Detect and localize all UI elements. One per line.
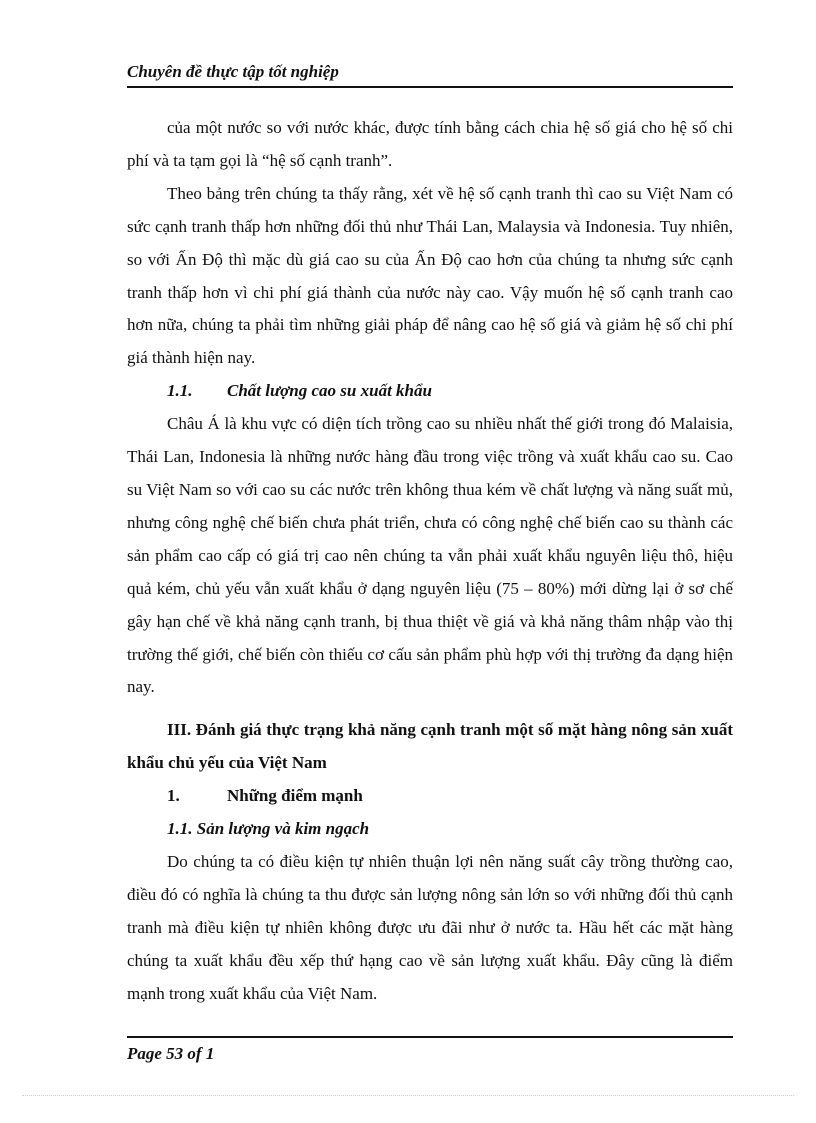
page-number: Page 53 of 1 [127,1044,215,1063]
heading-1-1-output-turnover: 1.1. Sản lượng và kim ngạch [167,819,370,839]
section-heading-iii: III. Đánh giá thực trạng khả năng cạnh tranh một số mặt hàng nông sản xuất khẩu chủ yếu của Việt Nam [127,720,733,773]
page-bottom-edge [22,1095,794,1096]
header-title: Chuyên đề thực tập tốt nghiệp [127,62,339,81]
heading-1-strengths [127,780,733,813]
document-body [127,112,733,1010]
page-footer [127,1036,733,1063]
paragraph-1: của một nước so với nước khác, được tính bằng cách chia hệ số giá cho hệ số chi phí và ta tạm gọi là “hệ số cạnh tranh”. [127,118,733,170]
heading-number: 1.1. [167,381,193,401]
heading-number: 1. [167,786,180,806]
paragraph-4: Do chúng ta có điều kiện tự nhiên thuận lợi nên năng suất cây trồng thường cao, điều đó có nghĩa là chúng ta thu được sản lượng nông sản lớn so với những đối thủ cạnh tranh mà điều kiện tự nhiên không được ưu đãi như ở nước ta. Hầu hết các mặt hàng chúng ta xuất khẩu đều xếp thứ hạng cao về sản lượng xuất khẩu. Đây cũng là điểm mạnh trong xuất khẩu của Việt Nam. [127,851,733,1003]
heading-title: Những điểm mạnh [227,786,363,806]
heading-title: Chất lượng cao su xuất khẩu [227,381,432,401]
heading-1-1-rubber-quality [127,375,733,408]
paragraph-3: Châu Á là khu vực có diện tích trồng cao su nhiều nhất thế giới trong đó Malaisia, Thái Lan, Indonesia là những nước hàng đầu trong việc trồng và xuất khẩu cao su. Cao su Việt Nam so với cao su các nước trên không thua kém về chất lượng và năng suất mủ, nhưng công nghệ chế biến chưa phát triển, chưa có công nghệ chế biến cao su thành các sản phẩm cao cấp có giá trị cao nên chúng ta vẫn phải xuất khẩu nguyên liệu thô, hiệu quả kém, chủ yếu vẫn xuất khẩu ở dạng nguyên liệu (75 – 80%) mới dừng lại ở sơ chế gây hạn chế về khả năng cạnh tranh, bị thua thiệt về giá và khả năng thâm nhập vào thị trường thế giới, chế biến còn thiếu cơ cấu sản phẩm phù hợp với thị trường đa dạng hiện nay. [127,414,733,697]
paragraph-2: Theo bảng trên chúng ta thấy rằng, xét về hệ số cạnh tranh thì cao su Việt Nam có sức cạnh tranh thấp hơn những đối thủ như Thái Lan, Malaysia và Indonesia. Tuy nhiên, so với Ấn Độ thì mặc dù giá cao su của Ấn Độ cao hơn của chúng ta nhưng sức cạnh tranh thấp hơn vì chi phí giá thành của nước này cao. Vậy muốn hệ số cạnh tranh cao hơn nữa, chúng ta phải tìm những giải pháp để nâng cao hệ số giá và giảm hệ số chi phí giá thành hiện nay. [127,183,733,368]
page-header [127,60,733,88]
